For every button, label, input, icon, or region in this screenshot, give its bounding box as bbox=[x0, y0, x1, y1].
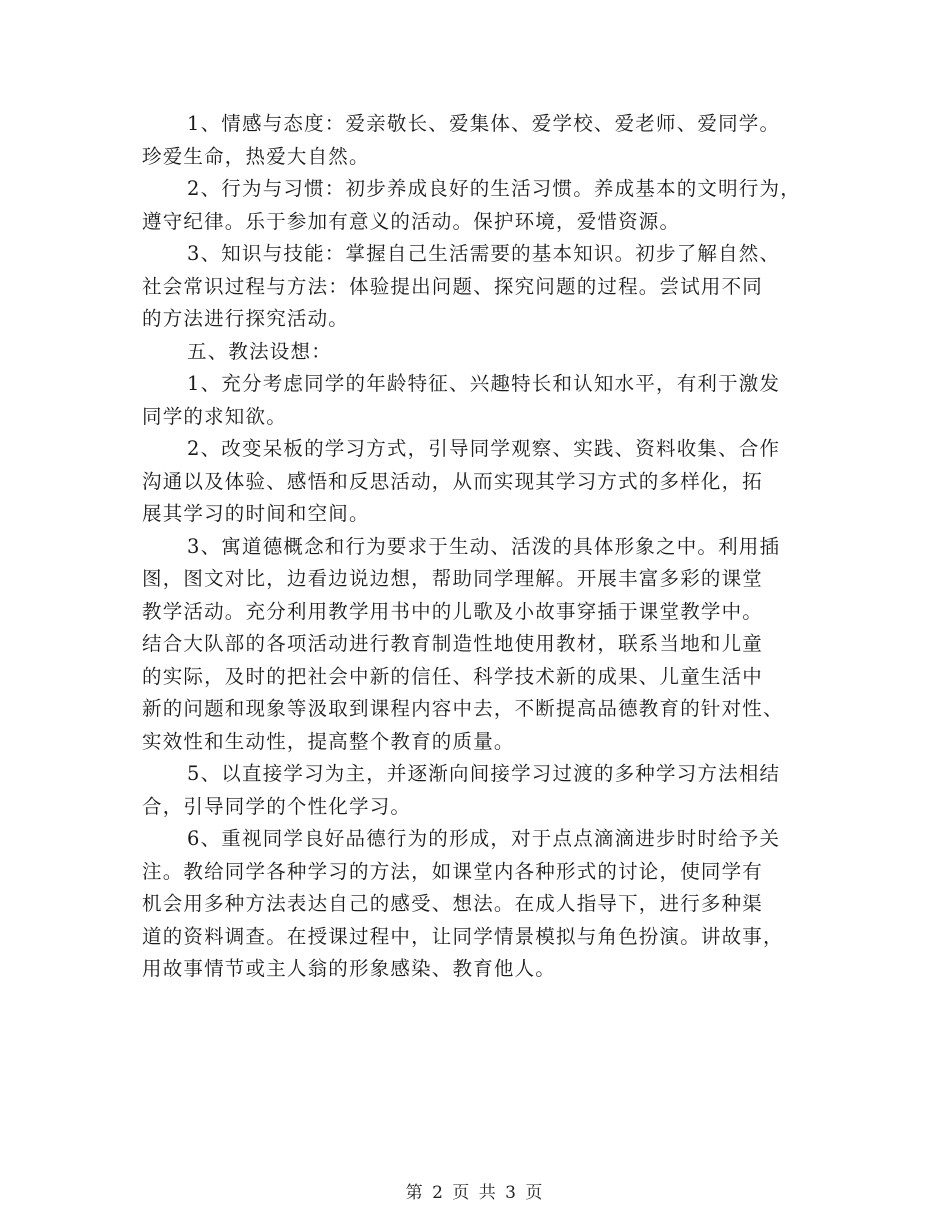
text-line: 展其学习的时间和空间。 bbox=[142, 502, 370, 525]
text-line: 珍爱生命，热爱大自然。 bbox=[142, 144, 370, 168]
paragraph bbox=[142, 108, 812, 173]
text-line: 机会用多种方法表达自己的感受、想法。在成人指导下，进行多种渠 bbox=[142, 892, 764, 915]
text-line: 用故事情节或主人翁的形象感染、教育他人。 bbox=[142, 957, 557, 980]
text-line: 3、知识与技能：掌握自己生活需要的基本知识。初步了解自然、 bbox=[187, 242, 781, 265]
text-line: 6、重视同学良好品德行为的形成，对于点点滴滴进步时时给予关 bbox=[187, 827, 781, 850]
text-line: 5、以直接学习为主，并逐渐向间接学习过渡的多种学习方法相结 bbox=[187, 762, 781, 785]
paragraph bbox=[142, 336, 812, 369]
paragraph bbox=[142, 368, 812, 433]
paragraph bbox=[142, 238, 812, 336]
text-line: 同学的求知欲。 bbox=[142, 404, 287, 428]
text-line: 新的问题和现象等汲取到课程内容中去，不断提高品德教育的针对性、 bbox=[142, 697, 784, 720]
text-line: 五、教法设想： bbox=[187, 339, 332, 363]
paragraph bbox=[142, 758, 812, 823]
text-line: 1、充分考虑同学的年龄特征、兴趣特长和认知水平，有利于激发 bbox=[187, 372, 781, 395]
paragraph bbox=[142, 173, 812, 238]
page-footer: 第 2 页 共 3 页 bbox=[405, 1183, 545, 1203]
text-line: 2、改变呆板的学习方式，引导同学观察、实践、资料收集、合作 bbox=[187, 437, 781, 460]
text-line: 道的资料调查。在授课过程中，让同学情景模拟与角色扮演。讲故事， bbox=[142, 924, 784, 948]
text-line: 教学活动。充分利用教学用书中的儿歌及小故事穿插于课堂教学中。 bbox=[142, 599, 764, 623]
text-line: 注。教给同学各种学习的方法，如课堂内各种形式的讨论，使同学有 bbox=[142, 859, 764, 883]
text-line: 社会常识过程与方法：体验提出问题、探究问题的过程。尝试用不同 bbox=[142, 274, 764, 298]
paragraph bbox=[142, 433, 812, 531]
text-line: 结合大队部的各项活动进行教育制造性地使用教材，联系当地和儿童 bbox=[142, 632, 764, 655]
text-line: 图，图文对比，边看边说边想，帮助同学理解。开展丰富多彩的课堂 bbox=[142, 567, 764, 590]
text-line: 2、行为与习惯：初步养成良好的生活习惯。养成基本的文明行为， bbox=[187, 177, 801, 200]
text-line: 的方法进行探究活动。 bbox=[142, 307, 350, 330]
text-line: 遵守纪律。乐于参加有意义的活动。保护环境，爱惜资源。 bbox=[142, 209, 681, 233]
text-line: 合，引导同学的个性化学习。 bbox=[142, 794, 412, 818]
paragraph bbox=[142, 531, 812, 759]
document-body bbox=[142, 108, 812, 986]
text-line: 实效性和生动性，提高整个教育的质量。 bbox=[142, 729, 515, 753]
text-line: 沟通以及体验、感悟和反思活动，从而实现其学习方式的多样化，拓 bbox=[142, 469, 764, 493]
text-line: 的实际，及时的把社会中新的信任、科学技术新的成果、儿童生活中 bbox=[142, 664, 764, 688]
text-line: 1、情感与态度：爱亲敬长、爱集体、爱学校、爱老师、爱同学。 bbox=[187, 112, 781, 135]
text-line: 3、寓道德概念和行为要求于生动、活泼的具体形象之中。利用插 bbox=[187, 534, 781, 558]
paragraph bbox=[142, 823, 812, 986]
